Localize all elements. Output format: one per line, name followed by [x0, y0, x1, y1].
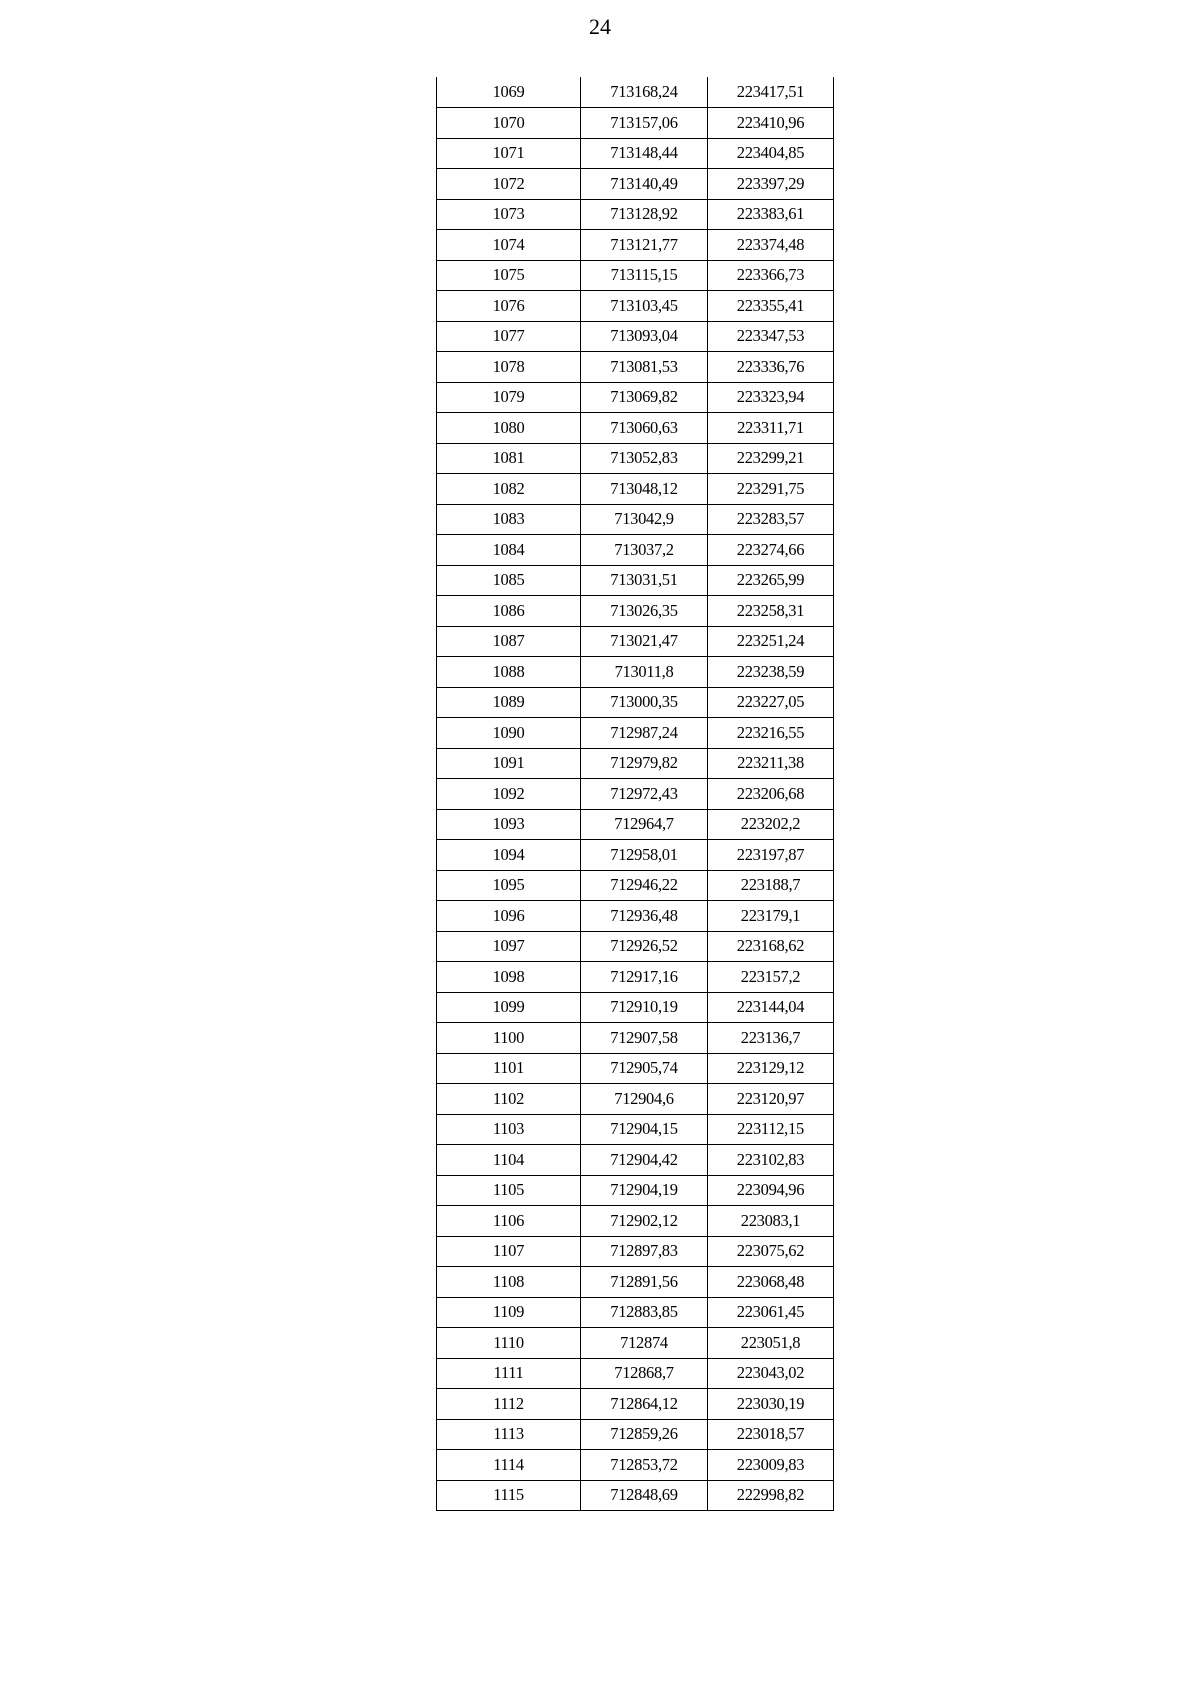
table-row	[437, 992, 834, 1023]
y-coordinate-cell: 223094,96	[708, 1175, 834, 1206]
y-coordinate-cell: 223238,59	[708, 657, 834, 688]
coordinates-table-body	[437, 77, 834, 1511]
point-number-cell: 1083	[437, 504, 581, 535]
point-number-cell: 1095	[437, 870, 581, 901]
table-row	[437, 1358, 834, 1389]
table-row	[437, 108, 834, 139]
point-number-cell: 1096	[437, 901, 581, 932]
point-number-cell: 1073	[437, 199, 581, 230]
table-row	[437, 1084, 834, 1115]
x-coordinate-cell: 712853,72	[581, 1450, 708, 1481]
point-number-cell: 1070	[437, 108, 581, 139]
table-row	[437, 77, 834, 108]
table-row	[437, 779, 834, 810]
table-row	[437, 1023, 834, 1054]
point-number-cell: 1094	[437, 840, 581, 871]
point-number-cell: 1077	[437, 321, 581, 352]
x-coordinate-cell: 713031,51	[581, 565, 708, 596]
point-number-cell: 1101	[437, 1053, 581, 1084]
x-coordinate-cell: 712848,69	[581, 1480, 708, 1511]
y-coordinate-cell: 223410,96	[708, 108, 834, 139]
x-coordinate-cell: 712859,26	[581, 1419, 708, 1450]
y-coordinate-cell: 223347,53	[708, 321, 834, 352]
y-coordinate-cell: 223061,45	[708, 1297, 834, 1328]
table-row	[437, 382, 834, 413]
point-number-cell: 1079	[437, 382, 581, 413]
y-coordinate-cell: 223397,29	[708, 169, 834, 200]
y-coordinate-cell: 223258,31	[708, 596, 834, 627]
x-coordinate-cell: 712926,52	[581, 931, 708, 962]
y-coordinate-cell: 223417,51	[708, 77, 834, 108]
x-coordinate-cell: 713048,12	[581, 474, 708, 505]
table-row	[437, 962, 834, 993]
x-coordinate-cell: 713103,45	[581, 291, 708, 322]
point-number-cell: 1092	[437, 779, 581, 810]
table-row	[437, 687, 834, 718]
x-coordinate-cell: 712972,43	[581, 779, 708, 810]
y-coordinate-cell: 223299,21	[708, 443, 834, 474]
point-number-cell: 1100	[437, 1023, 581, 1054]
point-number-cell: 1108	[437, 1267, 581, 1298]
x-coordinate-cell: 712874	[581, 1328, 708, 1359]
point-number-cell: 1098	[437, 962, 581, 993]
x-coordinate-cell: 712868,7	[581, 1358, 708, 1389]
y-coordinate-cell: 223136,7	[708, 1023, 834, 1054]
point-number-cell: 1115	[437, 1480, 581, 1511]
x-coordinate-cell: 712905,74	[581, 1053, 708, 1084]
point-number-cell: 1111	[437, 1358, 581, 1389]
y-coordinate-cell: 223018,57	[708, 1419, 834, 1450]
y-coordinate-cell: 223179,1	[708, 901, 834, 932]
table-row	[437, 260, 834, 291]
x-coordinate-cell: 713168,24	[581, 77, 708, 108]
point-number-cell: 1080	[437, 413, 581, 444]
y-coordinate-cell: 223404,85	[708, 138, 834, 169]
x-coordinate-cell: 713115,15	[581, 260, 708, 291]
x-coordinate-cell: 713011,8	[581, 657, 708, 688]
x-coordinate-cell: 712936,48	[581, 901, 708, 932]
y-coordinate-cell: 223112,15	[708, 1114, 834, 1145]
x-coordinate-cell: 713128,92	[581, 199, 708, 230]
y-coordinate-cell: 223168,62	[708, 931, 834, 962]
y-coordinate-cell: 223383,61	[708, 199, 834, 230]
table-row	[437, 565, 834, 596]
y-coordinate-cell: 223043,02	[708, 1358, 834, 1389]
point-number-cell: 1106	[437, 1206, 581, 1237]
y-coordinate-cell: 223144,04	[708, 992, 834, 1023]
x-coordinate-cell: 712864,12	[581, 1389, 708, 1420]
point-number-cell: 1088	[437, 657, 581, 688]
table-row	[437, 1267, 834, 1298]
x-coordinate-cell: 713037,2	[581, 535, 708, 566]
x-coordinate-cell: 712917,16	[581, 962, 708, 993]
y-coordinate-cell: 223197,87	[708, 840, 834, 871]
point-number-cell: 1107	[437, 1236, 581, 1267]
table-row	[437, 1236, 834, 1267]
y-coordinate-cell: 223075,62	[708, 1236, 834, 1267]
y-coordinate-cell: 223355,41	[708, 291, 834, 322]
point-number-cell: 1090	[437, 718, 581, 749]
table-row	[437, 809, 834, 840]
table-row	[437, 1389, 834, 1420]
y-coordinate-cell: 223206,68	[708, 779, 834, 810]
point-number-cell: 1103	[437, 1114, 581, 1145]
y-coordinate-cell: 223051,8	[708, 1328, 834, 1359]
point-number-cell: 1091	[437, 748, 581, 779]
table-row	[437, 443, 834, 474]
coordinates-table	[436, 77, 834, 1511]
x-coordinate-cell: 713081,53	[581, 352, 708, 383]
y-coordinate-cell: 223009,83	[708, 1450, 834, 1481]
x-coordinate-cell: 712907,58	[581, 1023, 708, 1054]
table-row	[437, 748, 834, 779]
table-row	[437, 321, 834, 352]
table-row	[437, 840, 834, 871]
point-number-cell: 1082	[437, 474, 581, 505]
y-coordinate-cell: 223188,7	[708, 870, 834, 901]
point-number-cell: 1104	[437, 1145, 581, 1176]
table-row	[437, 1145, 834, 1176]
x-coordinate-cell: 712897,83	[581, 1236, 708, 1267]
table-row	[437, 474, 834, 505]
point-number-cell: 1099	[437, 992, 581, 1023]
point-number-cell: 1075	[437, 260, 581, 291]
y-coordinate-cell: 223030,19	[708, 1389, 834, 1420]
y-coordinate-cell: 223366,73	[708, 260, 834, 291]
point-number-cell: 1078	[437, 352, 581, 383]
table-row	[437, 199, 834, 230]
table-row	[437, 901, 834, 932]
y-coordinate-cell: 223157,2	[708, 962, 834, 993]
table-row	[437, 1328, 834, 1359]
y-coordinate-cell: 223251,24	[708, 626, 834, 657]
y-coordinate-cell: 223265,99	[708, 565, 834, 596]
point-number-cell: 1071	[437, 138, 581, 169]
table-row	[437, 352, 834, 383]
x-coordinate-cell: 712902,12	[581, 1206, 708, 1237]
table-row	[437, 626, 834, 657]
y-coordinate-cell: 223336,76	[708, 352, 834, 383]
x-coordinate-cell: 713000,35	[581, 687, 708, 718]
point-number-cell: 1112	[437, 1389, 581, 1420]
x-coordinate-cell: 712946,22	[581, 870, 708, 901]
table-row	[437, 1297, 834, 1328]
table-row	[437, 169, 834, 200]
table-row	[437, 413, 834, 444]
y-coordinate-cell: 223374,48	[708, 230, 834, 261]
x-coordinate-cell: 712904,15	[581, 1114, 708, 1145]
y-coordinate-cell: 223102,83	[708, 1145, 834, 1176]
x-coordinate-cell: 712987,24	[581, 718, 708, 749]
table-row	[437, 138, 834, 169]
x-coordinate-cell: 712883,85	[581, 1297, 708, 1328]
point-number-cell: 1113	[437, 1419, 581, 1450]
y-coordinate-cell: 222998,82	[708, 1480, 834, 1511]
x-coordinate-cell: 713069,82	[581, 382, 708, 413]
point-number-cell: 1097	[437, 931, 581, 962]
point-number-cell: 1069	[437, 77, 581, 108]
x-coordinate-cell: 713021,47	[581, 626, 708, 657]
point-number-cell: 1072	[437, 169, 581, 200]
x-coordinate-cell: 713121,77	[581, 230, 708, 261]
table-row	[437, 230, 834, 261]
point-number-cell: 1109	[437, 1297, 581, 1328]
point-number-cell: 1076	[437, 291, 581, 322]
point-number-cell: 1087	[437, 626, 581, 657]
y-coordinate-cell: 223323,94	[708, 382, 834, 413]
table-row	[437, 1206, 834, 1237]
y-coordinate-cell: 223068,48	[708, 1267, 834, 1298]
y-coordinate-cell: 223311,71	[708, 413, 834, 444]
x-coordinate-cell: 712891,56	[581, 1267, 708, 1298]
table-row	[437, 1175, 834, 1206]
x-coordinate-cell: 712904,6	[581, 1084, 708, 1115]
point-number-cell: 1074	[437, 230, 581, 261]
point-number-cell: 1084	[437, 535, 581, 566]
x-coordinate-cell: 712958,01	[581, 840, 708, 871]
table-row	[437, 1114, 834, 1145]
table-row	[437, 535, 834, 566]
x-coordinate-cell: 712904,19	[581, 1175, 708, 1206]
x-coordinate-cell: 712964,7	[581, 809, 708, 840]
table-row	[437, 870, 834, 901]
point-number-cell: 1102	[437, 1084, 581, 1115]
table-row	[437, 1419, 834, 1450]
x-coordinate-cell: 713060,63	[581, 413, 708, 444]
x-coordinate-cell: 712910,19	[581, 992, 708, 1023]
y-coordinate-cell: 223129,12	[708, 1053, 834, 1084]
x-coordinate-cell: 713140,49	[581, 169, 708, 200]
point-number-cell: 1114	[437, 1450, 581, 1481]
y-coordinate-cell: 223202,2	[708, 809, 834, 840]
table-row	[437, 1053, 834, 1084]
point-number-cell: 1089	[437, 687, 581, 718]
table-row	[437, 931, 834, 962]
page-number: 24	[589, 14, 611, 39]
x-coordinate-cell: 713052,83	[581, 443, 708, 474]
point-number-cell: 1081	[437, 443, 581, 474]
y-coordinate-cell: 223274,66	[708, 535, 834, 566]
table-row	[437, 291, 834, 322]
x-coordinate-cell: 713026,35	[581, 596, 708, 627]
table-row	[437, 718, 834, 749]
y-coordinate-cell: 223291,75	[708, 474, 834, 505]
table-row	[437, 657, 834, 688]
x-coordinate-cell: 713148,44	[581, 138, 708, 169]
x-coordinate-cell: 713157,06	[581, 108, 708, 139]
table-row	[437, 1450, 834, 1481]
point-number-cell: 1110	[437, 1328, 581, 1359]
y-coordinate-cell: 223283,57	[708, 504, 834, 535]
y-coordinate-cell: 223120,97	[708, 1084, 834, 1115]
y-coordinate-cell: 223083,1	[708, 1206, 834, 1237]
x-coordinate-cell: 713093,04	[581, 321, 708, 352]
y-coordinate-cell: 223216,55	[708, 718, 834, 749]
table-row	[437, 1480, 834, 1511]
point-number-cell: 1086	[437, 596, 581, 627]
point-number-cell: 1105	[437, 1175, 581, 1206]
x-coordinate-cell: 713042,9	[581, 504, 708, 535]
table-row	[437, 504, 834, 535]
x-coordinate-cell: 712904,42	[581, 1145, 708, 1176]
point-number-cell: 1085	[437, 565, 581, 596]
y-coordinate-cell: 223211,38	[708, 748, 834, 779]
table-row	[437, 596, 834, 627]
point-number-cell: 1093	[437, 809, 581, 840]
y-coordinate-cell: 223227,05	[708, 687, 834, 718]
x-coordinate-cell: 712979,82	[581, 748, 708, 779]
